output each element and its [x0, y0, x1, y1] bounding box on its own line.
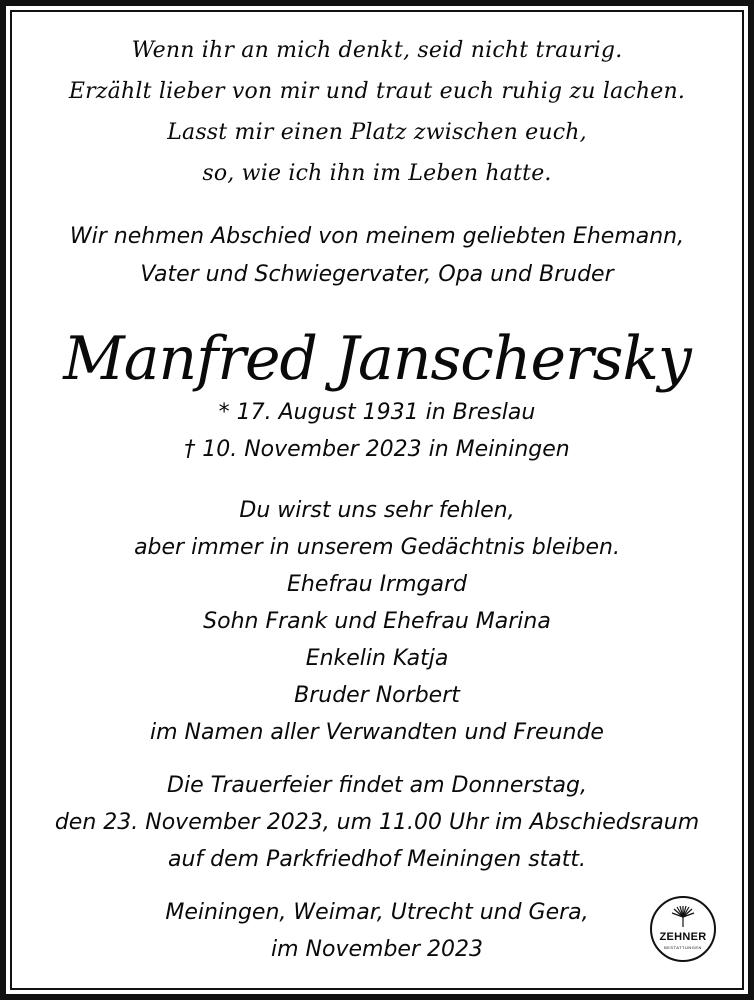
ceremony-line: den 23. November 2023, um 11.00 Uhr im Abschiedsraum [54, 810, 700, 835]
poem-line: Lasst mir einen Platz zwischen euch, [167, 120, 587, 145]
life-dates [20, 394, 734, 468]
death-date: † 10. November 2023 in Meiningen [184, 437, 570, 462]
poem-line: Erzählt lieber von mir und traut euch ruhig zu lachen. [68, 79, 686, 104]
closing-place-date [20, 894, 734, 968]
intro-line: Vater und Schwiegervater, Opa und Bruder [140, 262, 614, 287]
remembrance-message [20, 492, 734, 566]
closing-line: Meiningen, Weimar, Utrecht und Gera, [165, 900, 589, 925]
message-line: aber immer in unserem Gedächtnis bleiben. [134, 535, 620, 560]
logo-name: ZEHNER [659, 931, 707, 943]
mourner: Ehefrau Irmgard [286, 572, 467, 597]
birth-date: * 17. August 1931 in Breslau [218, 400, 536, 425]
memorial-poem [20, 30, 734, 194]
obituary-content [20, 30, 734, 968]
mourner: Enkelin Katja [305, 646, 449, 671]
funeral-home-logo [650, 896, 716, 962]
closing-line: im November 2023 [271, 937, 483, 962]
ceremony-line: auf dem Parkfriedhof Meiningen statt. [167, 847, 587, 872]
mourner: Bruder Norbert [294, 683, 460, 708]
poem-line: Wenn ihr an mich denkt, seid nicht traurig. [131, 38, 623, 63]
mourner: Sohn Frank und Ehefrau Marina [203, 609, 551, 634]
poem-line: so, wie ich ihn im Leben hatte. [202, 161, 552, 186]
deceased-name: Manfred Janschersky [63, 324, 691, 394]
funeral-service-info [20, 767, 734, 878]
message-line: Du wirst uns sehr fehlen, [239, 498, 515, 523]
farewell-intro [20, 218, 734, 294]
logo-subtitle: BESTATTUNGEN [664, 945, 702, 950]
mourner: im Namen aller Verwandten und Freunde [150, 720, 604, 745]
intro-line: Wir nehmen Abschied von meinem geliebten Ehemann, [69, 224, 685, 249]
mourners-list [20, 566, 734, 751]
ceremony-line: Die Trauerfeier findet am Donnerstag, [167, 773, 587, 798]
dandelion-icon [670, 905, 696, 929]
